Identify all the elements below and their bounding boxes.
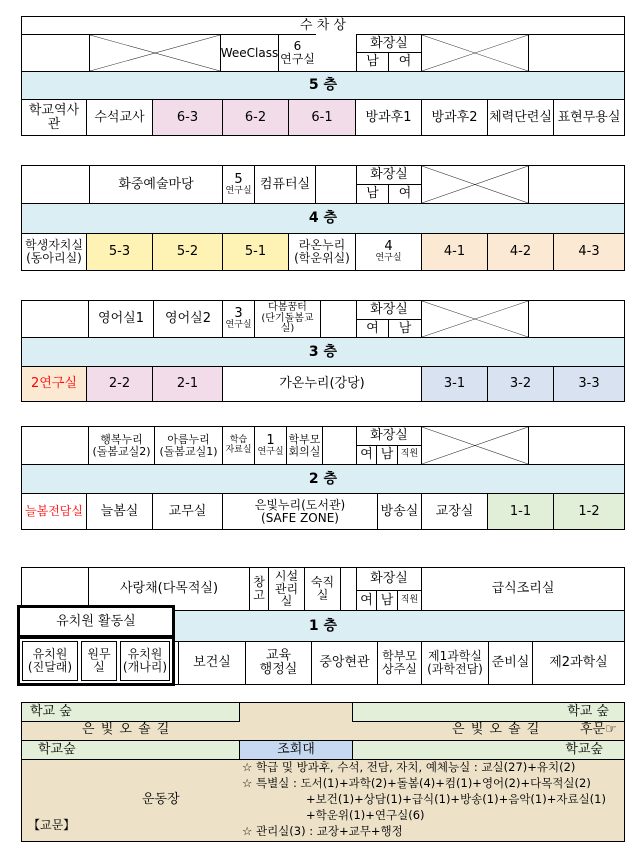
gap xyxy=(323,427,357,465)
water-tank-label: 수 차 상 xyxy=(22,17,624,35)
floor-5-label: 5 층 xyxy=(21,71,625,100)
floor-4-block xyxy=(21,165,625,271)
dadream-room: 다봄꿈터 (단기돌봄교실) xyxy=(254,300,321,338)
restroom-male: 남 xyxy=(356,52,389,72)
room-5-3: 5-3 xyxy=(86,233,153,271)
kitchen: 급식조리실 xyxy=(421,567,625,611)
restroom-label: 화장실 xyxy=(356,34,422,53)
weeclass-room: WeeClass xyxy=(220,34,279,72)
room-principal: 교장실 xyxy=(421,493,488,530)
kindergarten-activity-room: 유치원 활동실 xyxy=(17,605,175,638)
floor-2-label: 2 층 xyxy=(21,464,625,494)
lab-5-number: 5 xyxy=(234,171,243,187)
restroom-female: 여 xyxy=(356,590,377,611)
note-line-1: ☆ 학급 및 방과후, 수석, 전담, 자치, 예체능실 : 교실(27)+유치(2) xyxy=(242,760,576,774)
english-room-2: 영어실2 xyxy=(153,300,223,338)
restroom-male: 남 xyxy=(376,590,398,611)
gap xyxy=(22,166,89,204)
room-student-council: 학생자치실 (동아리실) xyxy=(21,233,87,271)
room-broadcast: 방송실 xyxy=(377,493,422,530)
room-head-teacher: 수석교사 xyxy=(86,99,153,136)
room-6-2: 6-2 xyxy=(222,99,289,136)
kinder-gaenari: 유치원 (개나리) xyxy=(120,641,170,681)
restroom-staff: 직원 xyxy=(397,445,422,465)
room-4-1: 4-1 xyxy=(421,233,488,271)
restroom-female: 여 xyxy=(388,184,422,204)
forest-label: 학교 숲 xyxy=(30,704,72,720)
art-yard: 화중예술마당 xyxy=(89,165,223,204)
lab-5-room xyxy=(222,165,255,204)
lab-3-number: 3 xyxy=(234,306,243,322)
multipurpose-room: 사랑채(다목적실) xyxy=(88,567,250,611)
lab-4-text: 연구실 xyxy=(375,253,402,264)
facility-room: 시설 관리실 xyxy=(268,567,305,611)
lab-3-text: 연구실 xyxy=(225,320,252,331)
note-line-2: ☆ 특별실 : 도서(1)+과학(2)+돌봄(4)+컴(1)+영어(2)+다목적실(2) xyxy=(242,776,591,790)
room-teachers-office: 교무실 xyxy=(152,493,223,530)
note-line-3: +보건(1)+상담(1)+급식(1)+방송(1)+음악(1)+자료실(1) xyxy=(306,792,606,806)
blank-room xyxy=(528,426,625,465)
road-right-label: 은 빛 오 솔 길 xyxy=(452,722,541,737)
room-neulbom: 늘봄실 xyxy=(86,493,153,530)
parent-meeting-room: 학부모 회의실 xyxy=(286,426,323,465)
blank-room xyxy=(528,34,625,72)
room-1-2: 1-2 xyxy=(553,493,625,530)
gap xyxy=(22,427,89,465)
restroom-staff: 직원 xyxy=(397,590,422,611)
room-main-entrance: 중앙현관 xyxy=(311,641,378,685)
restroom-male: 남 xyxy=(376,445,398,465)
back-gate-label: 후문☞ xyxy=(580,722,617,737)
room-2-1: 2-1 xyxy=(152,366,223,402)
kinder-office: 원무실 xyxy=(81,641,117,681)
supply-room: 학습 자료실 xyxy=(222,426,255,465)
gap xyxy=(22,568,89,610)
restroom-male: 남 xyxy=(356,184,389,204)
room-science-2: 제2과학실 xyxy=(532,641,625,685)
room-parent-office: 학부모 상주실 xyxy=(377,641,422,685)
forest-label: 학교숲 xyxy=(565,742,603,758)
blocked-area xyxy=(421,300,529,338)
room-3-3: 3-3 xyxy=(553,366,625,402)
room-admin: 교육 행정실 xyxy=(245,641,312,685)
restroom-female: 여 xyxy=(356,319,389,338)
lab-1-number: 1 xyxy=(266,432,275,448)
blank-room xyxy=(528,165,625,204)
room-1-1: 1-1 xyxy=(487,493,554,530)
restroom-label: 화장실 xyxy=(356,567,422,591)
computer-room: 컴퓨터실 xyxy=(254,165,316,204)
room-after-school-1: 방과후1 xyxy=(355,99,422,136)
room-raon-nuri: 라온누리 (학운위실) xyxy=(288,233,356,271)
kinder-jindallae: 유치원 (진달래) xyxy=(22,641,78,681)
lab-3-room xyxy=(222,300,255,338)
room-5-1: 5-1 xyxy=(222,233,289,271)
school-forest-left xyxy=(21,740,240,760)
lab-6-room: 6 연구실 xyxy=(278,34,317,72)
kindergarten-block xyxy=(17,636,175,686)
floor-3-block xyxy=(21,300,625,402)
forest-label: 학교숲 xyxy=(38,742,76,758)
room-neulbom-office: 늘봄전담실 xyxy=(21,493,87,530)
school-forest-right xyxy=(352,740,625,760)
gap xyxy=(321,301,357,338)
room-3-2: 3-2 xyxy=(487,366,554,402)
room-after-school-2: 방과후2 xyxy=(421,99,488,136)
playground-label: 운동장 xyxy=(142,792,180,807)
room-dance: 표현무용실 xyxy=(553,99,625,136)
floor-1-label: 1 층 xyxy=(21,610,625,642)
restroom-label: 화장실 xyxy=(356,165,422,185)
care-room-2: 행복누리 (돌봄교실2) xyxy=(88,426,155,465)
floor-2-block xyxy=(21,426,625,530)
blocked-area xyxy=(421,426,529,465)
room-science-1: 제1과학실 (과학전담) xyxy=(421,641,489,685)
school-forest-top-left xyxy=(21,702,240,722)
room-5-2: 5-2 xyxy=(152,233,223,271)
blocked-area xyxy=(89,34,221,72)
floor-3-label: 3 층 xyxy=(21,337,625,367)
lab-1-room xyxy=(254,426,287,465)
room-6-1: 6-1 xyxy=(288,99,356,136)
room-history: 학교역사관 xyxy=(21,99,87,136)
storage-room: 창 고 xyxy=(249,567,269,611)
road-left-label: 은 빛 오 솔 길 xyxy=(82,722,171,737)
note-line-5: ☆ 관리실(3) : 교장+교무+행정 xyxy=(242,824,403,838)
care-room-1: 아름누리 (돌봄교실1) xyxy=(154,426,223,465)
english-room-1: 영어실1 xyxy=(88,300,154,338)
restroom-label: 화장실 xyxy=(356,300,422,320)
room-lab-2: 2연구실 xyxy=(21,366,87,402)
blocked-area xyxy=(421,34,529,72)
floor-5-block xyxy=(21,16,625,136)
front-gate-label: 【교문】 xyxy=(28,818,76,832)
gap xyxy=(22,301,89,338)
night-duty-room: 숙직실 xyxy=(304,567,341,611)
room-2-2: 2-2 xyxy=(86,366,153,402)
room-auditorium: 가온누리(강당) xyxy=(222,366,422,402)
room-4-2: 4-2 xyxy=(487,233,554,271)
gap xyxy=(316,34,357,72)
room-4-3: 4-3 xyxy=(553,233,625,271)
gap xyxy=(341,568,357,610)
school-forest-top-right xyxy=(352,702,625,722)
lab-5-text: 연구실 xyxy=(225,185,252,196)
restroom-male: 남 xyxy=(388,319,422,338)
assembly-stand: 조회대 xyxy=(239,740,353,760)
restroom-label: 화장실 xyxy=(356,426,422,446)
restroom-female: 여 xyxy=(356,445,377,465)
blocked-area xyxy=(21,34,90,72)
blocked-area xyxy=(421,165,529,204)
room-3-1: 3-1 xyxy=(421,366,488,402)
floor-4-label: 4 층 xyxy=(21,203,625,234)
room-health: 보건실 xyxy=(178,641,246,685)
room-6-3: 6-3 xyxy=(152,99,223,136)
lab-4-number: 4 xyxy=(384,239,393,255)
room-prep: 준비실 xyxy=(488,641,533,685)
lab-4-room xyxy=(355,233,422,271)
gap xyxy=(316,166,357,204)
room-fitness: 체력단련실 xyxy=(487,99,554,136)
lab-1-text: 연구실 xyxy=(257,446,284,457)
campus-outside xyxy=(21,702,625,842)
restroom-female: 여 xyxy=(388,52,422,72)
blank-room xyxy=(528,300,625,338)
note-line-4: +학운위(1)+연구실(6) xyxy=(306,808,425,822)
forest-label: 학교 숲 xyxy=(567,704,609,720)
room-library: 은빛누리(도서관) (SAFE ZONE) xyxy=(222,493,378,530)
